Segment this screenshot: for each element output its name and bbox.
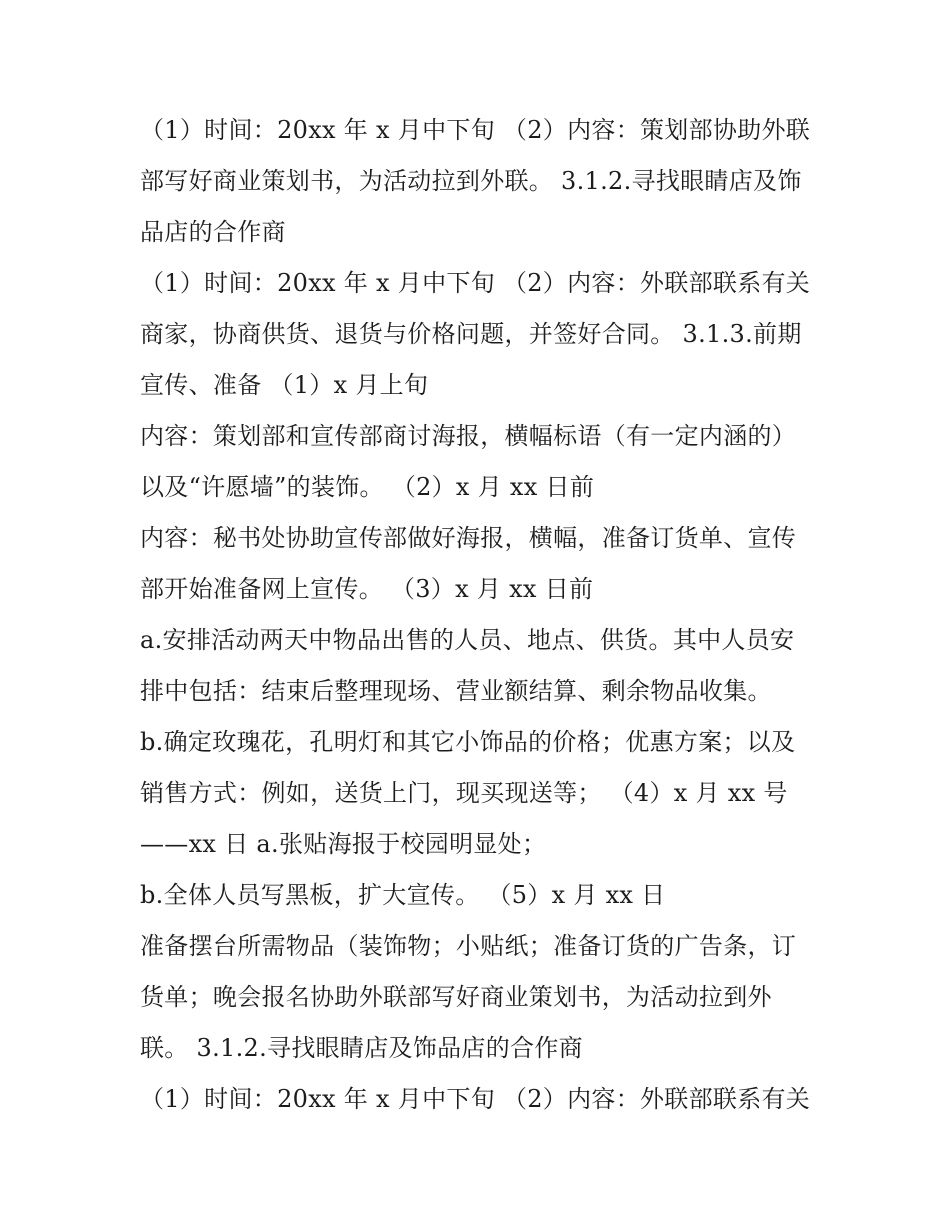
document-body	[140, 105, 820, 1125]
text-line: 宣传、准备 （1）x 月上旬	[140, 371, 429, 399]
text-line: ——xx 日 a.张贴海报于校园明显处；	[140, 830, 547, 858]
text-line: （1）时间：20xx 年 x 月中下旬 （2）内容：外联部联系有关	[140, 269, 811, 297]
text-line: （1）时间：20xx 年 x 月中下旬 （2）内容：外联部联系有关	[140, 1085, 811, 1113]
text-line: 内容：秘书处协助宣传部做好海报，横幅，准备订货单、宣传	[140, 524, 797, 552]
text-line: 以及“许愿墙”的装饰。 （2）x 月 xx 日前	[140, 473, 595, 501]
text-line: 销售方式：例如，送货上门，现买现送等； （4）x 月 xx 号	[140, 779, 788, 807]
text-line: 部写好商业策划书，为活动拉到外联。 3.1.2.寻找眼睛店及饰	[140, 167, 802, 195]
text-line: （1）时间：20xx 年 x 月中下旬 （2）内容：策划部协助外联	[140, 116, 811, 144]
text-line: 内容：策划部和宣传部商讨海报，横幅标语（有一定内涵的）	[140, 422, 797, 450]
text-line: 部开始准备网上宣传。 （3）x 月 xx 日前	[140, 575, 594, 603]
text-line: 准备摆台所需物品（装饰物；小贴纸；准备订货的广告条，订	[140, 932, 797, 960]
text-line: 商家，协商供货、退货与价格问题，并签好合同。 3.1.3.前期	[140, 320, 802, 348]
text-line: b.全体人员写黑板，扩大宣传。 （5）x 月 xx 日	[140, 881, 666, 909]
text-line: b.确定玫瑰花，孔明灯和其它小饰品的价格；优惠方案；以及	[140, 728, 796, 756]
text-line: 联。 3.1.2.寻找眼睛店及饰品店的合作商	[140, 1034, 583, 1062]
text-line: 货单；晚会报名协助外联部写好商业策划书，为活动拉到外	[140, 983, 772, 1011]
text-line: 排中包括：结束后整理现场、营业额结算、剩余物品收集。	[140, 677, 772, 705]
text-line: 品店的合作商	[140, 218, 286, 246]
text-line: a.安排活动两天中物品出售的人员、地点、供货。其中人员安	[140, 626, 795, 654]
